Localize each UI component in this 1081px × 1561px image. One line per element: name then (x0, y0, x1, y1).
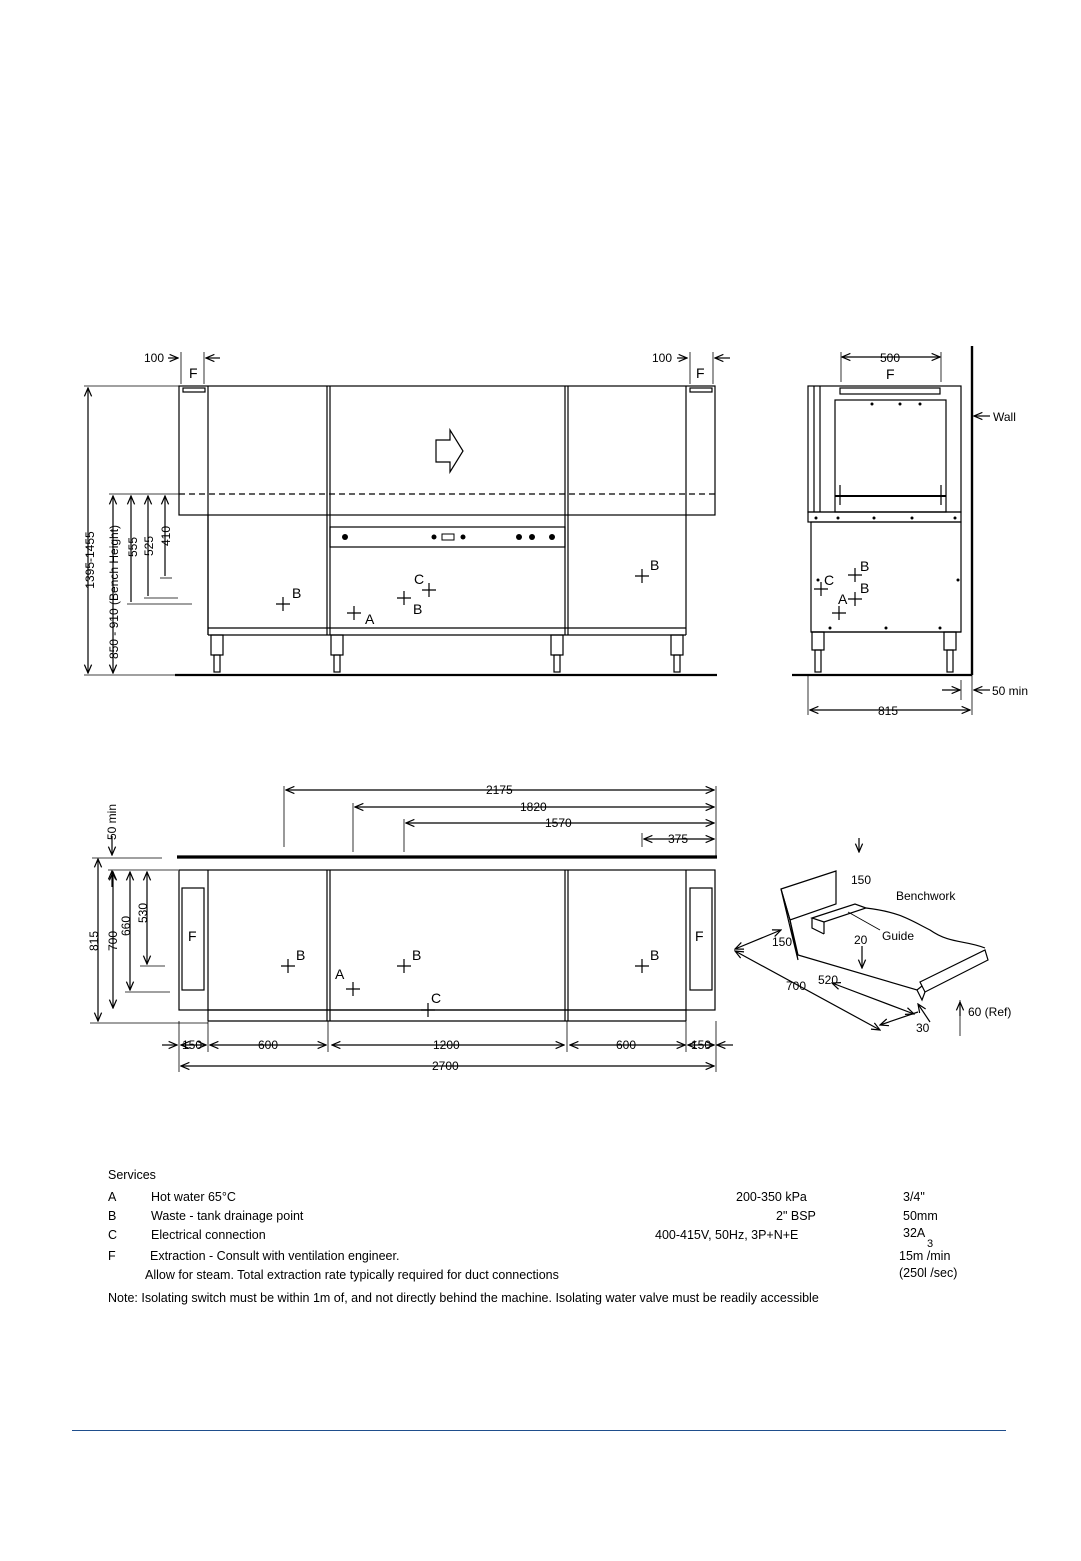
front-dim-525: 525 (142, 535, 156, 557)
iso-dim-30: 30 (916, 1021, 930, 1035)
front-total-height: 1395-1455 (83, 531, 97, 589)
footer-rule (72, 1430, 1006, 1431)
plan-point-c: C (431, 990, 442, 1006)
plan-dim-150-right: 150 (691, 1038, 712, 1052)
front-clearance-left: 100 (144, 351, 165, 365)
service-spec-a: 200-350 kPa (736, 1190, 807, 1204)
service-size-f: 15m /min (899, 1249, 951, 1263)
front-hood (179, 386, 715, 515)
side-point-c: C (824, 572, 835, 588)
front-point-b2: B (413, 601, 423, 617)
plan-dim-660: 660 (119, 915, 133, 937)
direction-arrow-icon (436, 430, 463, 472)
plan-dim-1570: 1570 (545, 816, 572, 830)
iso-guide-label: Guide (882, 929, 915, 943)
service-f-line2: Allow for steam. Total extraction rate typically required for duct connections (145, 1268, 559, 1282)
services-note: Note: Isolating switch must be within 1m of, and not directly behind the machine. Isolating water valve must be readily accessible (108, 1291, 819, 1305)
service-size-c: 32A (903, 1226, 926, 1240)
side-f: F (886, 366, 895, 382)
plan-dim-600-right: 600 (616, 1038, 637, 1052)
front-f-right: F (696, 365, 705, 381)
plan-dim-700: 700 (106, 930, 120, 952)
plan-dim-375: 375 (668, 832, 689, 846)
plan-dim-600-left: 600 (258, 1038, 279, 1052)
front-point-b1: B (292, 585, 302, 601)
plan-f-right: F (695, 928, 704, 944)
iso-dim-700: 700 (786, 979, 807, 993)
service-spec-c: 400-415V, 50Hz, 3P+N+E (655, 1228, 799, 1242)
front-point-c: C (414, 571, 425, 587)
side-width-500: 500 (880, 351, 901, 365)
front-clearance-right: 100 (652, 351, 673, 365)
front-service-points (276, 569, 649, 620)
iso-benchwork-label: Benchwork (896, 889, 956, 903)
service-f-size2: (250l /sec) (899, 1266, 958, 1280)
plan-wall-clearance: 50 min (105, 803, 119, 841)
side-point-b2: B (860, 580, 870, 596)
service-desc-f: Extraction - Consult with ventilation engineer. (150, 1249, 400, 1263)
plan-dim-1820: 1820 (520, 800, 547, 814)
service-code-c: C (108, 1228, 118, 1242)
plan-dim-2700: 2700 (432, 1059, 459, 1073)
service-spec-b: 2" BSP (776, 1209, 816, 1223)
plan-dim-530: 530 (136, 902, 150, 924)
plan-dim-150-left: 150 (182, 1038, 203, 1052)
iso-dim-20: 20 (854, 933, 868, 947)
service-code-b: B (108, 1209, 117, 1223)
side-rivets (815, 403, 960, 630)
plan-point-b2: B (412, 947, 422, 963)
front-dim-555: 555 (126, 536, 140, 558)
service-code-a: A (108, 1190, 117, 1204)
plan-point-b3: B (650, 947, 660, 963)
control-panel-knobs (342, 534, 555, 540)
plan-dim-1200: 1200 (433, 1038, 460, 1052)
service-size-f-superscript: 3 (927, 1238, 934, 1250)
iso-dim-60-ref: 60 (Ref) (968, 1005, 1012, 1019)
service-code-f: F (108, 1249, 116, 1263)
side-wall-clearance: 50 min (992, 684, 1029, 698)
side-wall-label: Wall (993, 410, 1016, 424)
iso-dim-520: 520 (818, 973, 839, 987)
service-desc-a: Hot water 65°C (151, 1190, 236, 1204)
side-depth-815: 815 (878, 704, 899, 718)
side-elevation (792, 346, 990, 715)
front-bench-height: 850 - 910 (Bench Height) (107, 524, 121, 660)
service-size-a: 3/4" (903, 1190, 925, 1204)
front-dim-410: 410 (159, 525, 173, 547)
services-heading: Services (108, 1168, 156, 1182)
iso-dim-150-left: 150 (772, 935, 793, 949)
front-point-a: A (365, 611, 375, 627)
iso-dim-150-top: 150 (851, 873, 872, 887)
front-point-b3: B (650, 557, 660, 573)
front-elevation (84, 352, 730, 675)
side-point-b1: B (860, 558, 870, 574)
plan-dim-2175: 2175 (486, 783, 513, 797)
plan-dim-815: 815 (87, 930, 101, 952)
plan-view (90, 786, 733, 1072)
plan-point-a: A (335, 966, 345, 982)
service-desc-b: Waste - tank drainage point (151, 1209, 304, 1223)
front-f-left: F (189, 365, 198, 381)
service-desc-c: Electrical connection (151, 1228, 266, 1242)
plan-f-left: F (188, 928, 197, 944)
service-size-b: 50mm (903, 1209, 938, 1223)
plan-point-b1: B (296, 947, 306, 963)
side-point-a: A (838, 591, 848, 607)
